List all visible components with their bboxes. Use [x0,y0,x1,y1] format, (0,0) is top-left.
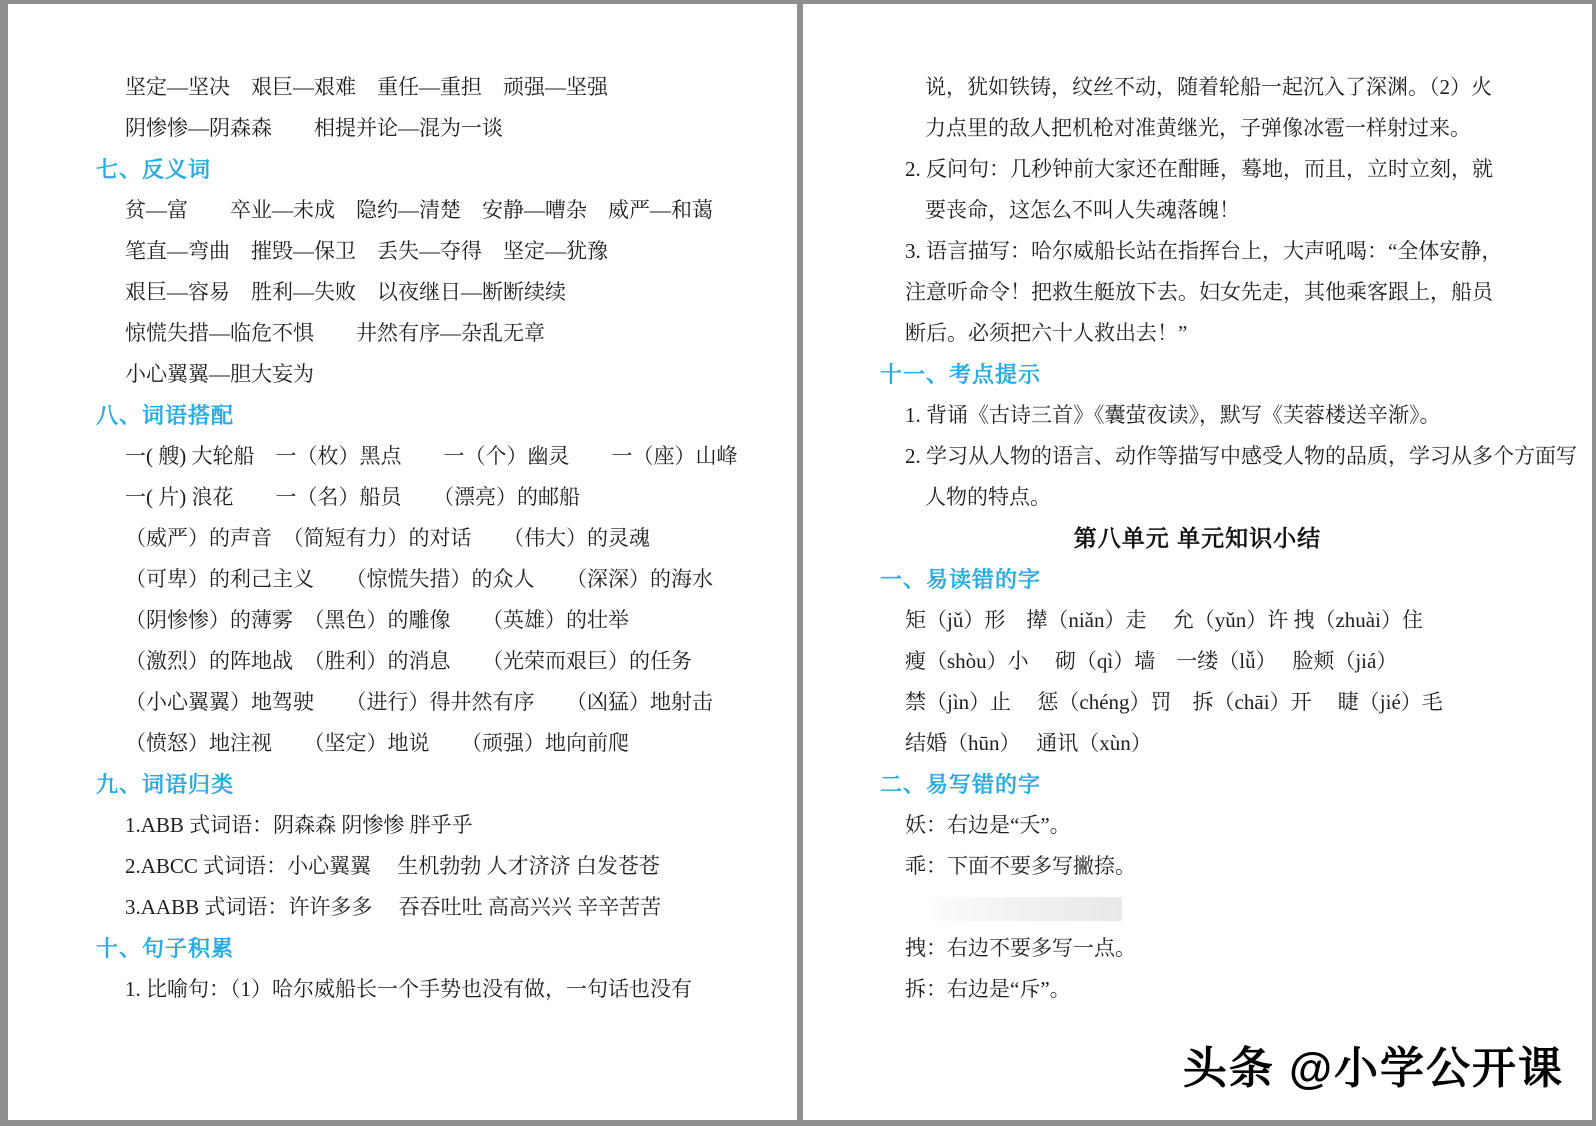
text-line: （阴惨惨）的薄雾 （黑色）的雕像 （英雄）的壮举 [125,608,629,632]
text-line: 2.ABCC 式词语：小心翼翼 生机勃勃 人才济济 白发苍苍 [125,854,660,878]
text-line: 一( 艘) 大轮船 一（枚）黑点 一（个）幽灵 一（座）山峰 [125,444,738,468]
text-line: 笔直—弯曲 摧毁—保卫 丢失—夺得 坚定—犹豫 [125,239,608,263]
text-line: 2. 反问句：几秒钟前大家还在酣睡，蓦地，而且，立时立刻，就 [905,157,1493,181]
text-line: 贫—富 卒业—未成 隐约—清楚 安静—嘈杂 威严—和蔼 [125,198,713,222]
section-heading: 八、词语搭配 [96,403,235,428]
section-heading: 七、反义词 [96,157,212,182]
text-line: 2. 学习从人物的语言、动作等描写中感受人物的品质，学习从多个方面写 [905,444,1577,468]
section-heading: 九、词语归类 [96,772,235,797]
text-line: 矩（jǔ）形 撵（niǎn）走 允（yǔn）许 拽（zhuài）住 [905,608,1423,632]
text-line: （愤怒）地注视 （坚定）地说 （顽强）地向前爬 [125,731,629,755]
text-line: 说，犹如铁铸，纹丝不动，随着轮船一起沉入了深渊。（2）火 [925,75,1492,99]
text-line: 乖：下面不要多写撇捺。 [905,854,1136,878]
text-line: 艰巨—容易 胜利—失败 以夜继日—断断续续 [125,280,566,304]
redacted-line [803,887,1592,928]
section-heading: 二、易写错的字 [880,772,1042,797]
text-line: 1.ABB 式词语：阴森森 阴惨惨 胖乎乎 [125,813,473,837]
watermark: 头条 @小学公开课 [1182,1044,1564,1093]
section-heading: 十一、考点提示 [880,362,1042,387]
section-heading: 十、句子积累 [96,936,235,961]
redacted-bar [930,897,1122,921]
text-line: 注意听命令！把救生艇放下去。妇女先走，其他乘客跟上，船员 [905,280,1493,304]
page-right-content [803,4,1592,1010]
text-line: （激烈）的阵地战 （胜利）的消息 （光荣而艰巨）的任务 [125,649,692,673]
text-line: 人物的特点。 [925,485,1051,509]
text-line: 坚定—坚决 艰巨—艰难 重任—重担 顽强—坚强 [125,75,608,99]
text-line: 结婚（hūn） 通讯（xùn） [905,731,1152,755]
text-line: （威严）的声音 （简短有力）的对话 （伟大）的灵魂 [125,526,650,550]
text-line: 小心翼翼—胆大妄为 [125,362,314,386]
text-line: 瘦（shòu）小 砌（qì）墙 一缕（lǚ） 脸颊（jiá） [905,649,1398,673]
text-line: 3. 语言描写：哈尔威船长站在指挥台上，大声吼喝：“全体安静， [905,239,1503,263]
text-line: 拽：右边不要多写一点。 [905,936,1136,960]
text-line: 拆：右边是“斥”。 [905,977,1071,1001]
text-line: 禁（jìn）止 惩（chéng）罚 拆（chāi）开 睫（jié）毛 [905,690,1443,714]
text-line: 惊慌失措—临危不惧 井然有序—杂乱无章 [125,321,545,345]
text-line: 1. 背诵《古诗三首》《囊萤夜读》，默写《芙蓉楼送辛渐》。 [905,403,1441,427]
page-left [8,4,797,1120]
text-line: 一( 片) 浪花 一（名）船员 （漂亮）的邮船 [125,485,580,509]
text-line: 3.AABB 式词语：许许多多 吞吞吐吐 高高兴兴 辛辛苦苦 [125,895,662,919]
page-left-content [8,4,797,1010]
text-line: 断后。必须把六十人救出去！” [905,321,1188,345]
page-right [803,4,1592,1120]
text-line: 妖：右边是“夭”。 [905,813,1071,837]
text-line: （可卑）的利己主义 （惊慌失措）的众人 （深深）的海水 [125,567,713,591]
section-heading: 一、易读错的字 [880,567,1042,592]
text-line: 1. 比喻句：（1）哈尔威船长一个手势也没有做，一句话也没有 [125,977,692,1001]
text-line: 力点里的敌人把机枪对准黄继光，子弹像冰雹一样射过来。 [925,116,1471,140]
unit-title: 第八单元 单元知识小结 [1073,525,1322,551]
text-line: 阴惨惨—阴森森 相提并论—混为一谈 [125,116,503,140]
text-line: （小心翼翼）地驾驶 （进行）得井然有序 （凶猛）地射击 [125,690,713,714]
text-line: 要丧命，这怎么不叫人失魂落魄！ [925,198,1240,222]
